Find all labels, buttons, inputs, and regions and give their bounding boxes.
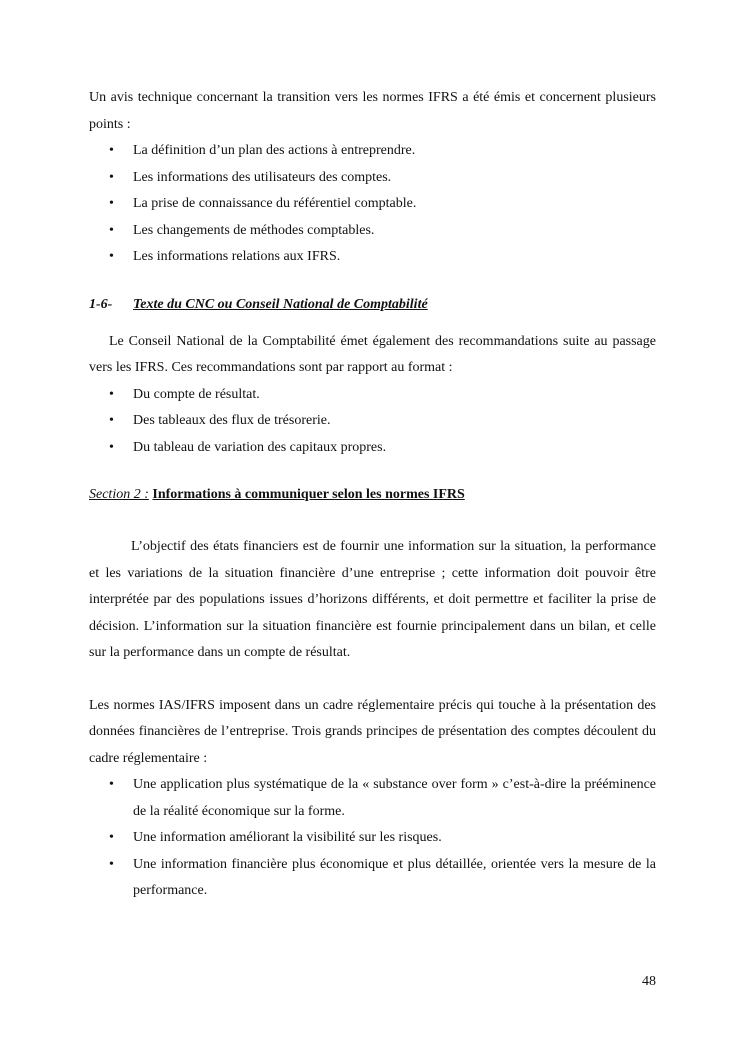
- section-label: Section 2 :: [89, 487, 149, 502]
- list-item-text: Du tableau de variation des capitaux propres.: [133, 439, 387, 455]
- list-item-text: La définition d’un plan des actions à entreprendre.: [133, 143, 416, 158]
- subsection-number: 1-6-: [89, 296, 113, 312]
- transition-points-list: [89, 138, 656, 271]
- bullet-icon: •: [109, 413, 114, 428]
- list-item: [89, 408, 656, 435]
- ias-ifrs-paragraph: Les normes IAS/IFRS imposent dans un cadre réglementaire précis qui touche à la présentation des données financières de l’entreprise. Trois grands principes de présentation des comptes découlent du cadre réglementaire :: [89, 697, 656, 766]
- list-item-text: La prise de connaissance du référentiel comptable.: [133, 196, 417, 211]
- list-item-text: Les changements de méthodes comptables.: [133, 222, 375, 238]
- intro-paragraph: Un avis technique concernant la transition vers les normes IFRS a été émis et concernent plusieurs points :: [89, 90, 656, 132]
- subsection-title: Texte du CNC ou Conseil National de Comptabilité: [133, 296, 428, 312]
- list-item-text: Des tableaux des flux de trésorerie.: [133, 413, 331, 428]
- presentation-principles-list: [89, 772, 656, 905]
- section-heading: [89, 485, 656, 505]
- list-item: [89, 138, 656, 165]
- cnc-paragraph: Le Conseil National de la Comptabilité émet également des recommandations suite au passage vers les IFRS. Ces recommandations sont par rapport au format :: [89, 333, 656, 375]
- bullet-icon: •: [109, 777, 114, 792]
- list-item: [89, 244, 656, 271]
- document-page: [89, 85, 656, 905]
- page-number: 48: [642, 974, 656, 989]
- list-item: [89, 218, 656, 245]
- bullet-icon: •: [109, 386, 114, 402]
- list-item: [89, 852, 656, 905]
- list-item-text: Une information financière plus économique et plus détaillée, orientée vers la mesure de la performance.: [133, 856, 656, 898]
- list-item: [89, 382, 656, 409]
- list-item: [89, 772, 656, 825]
- bullet-icon: •: [109, 830, 114, 845]
- list-item: [89, 191, 656, 218]
- bullet-icon: •: [109, 222, 114, 238]
- list-item-text: Une information améliorant la visibilité sur les risques.: [133, 830, 442, 845]
- objective-paragraph: L’objectif des états financiers est de fournir une information sur la situation, la performance et les variations de la situation financière d’une entreprise ; cette information doit pouvoir être interprétée par des populations issues d’horizons différents, et doit permettre et faciliter la prise de décision. L’information sur la situation financière est fournie principalement dans un bilan, et celle sur la performance dans un compte de résultat.: [89, 539, 656, 660]
- list-item: [89, 825, 656, 852]
- bullet-icon: •: [109, 169, 114, 185]
- list-item: [89, 165, 656, 192]
- bullet-icon: •: [109, 439, 114, 455]
- list-item-text: Une application plus systématique de la « substance over form » c’est-à-dire la prééminence de la réalité économique sur la forme.: [133, 777, 656, 819]
- section-title: Informations à communiquer selon les normes IFRS: [152, 487, 465, 502]
- list-item: [89, 435, 656, 462]
- list-item-text: Les informations des utilisateurs des comptes.: [133, 169, 392, 185]
- cnc-recommendations-list: [89, 382, 656, 462]
- bullet-icon: •: [109, 196, 114, 211]
- subsection-heading: [89, 295, 656, 315]
- bullet-icon: •: [109, 143, 114, 158]
- bullet-icon: •: [109, 856, 114, 872]
- list-item-text: Les informations relations aux IFRS.: [133, 249, 341, 264]
- list-item-text: Du compte de résultat.: [133, 386, 260, 402]
- bullet-icon: •: [109, 249, 114, 264]
